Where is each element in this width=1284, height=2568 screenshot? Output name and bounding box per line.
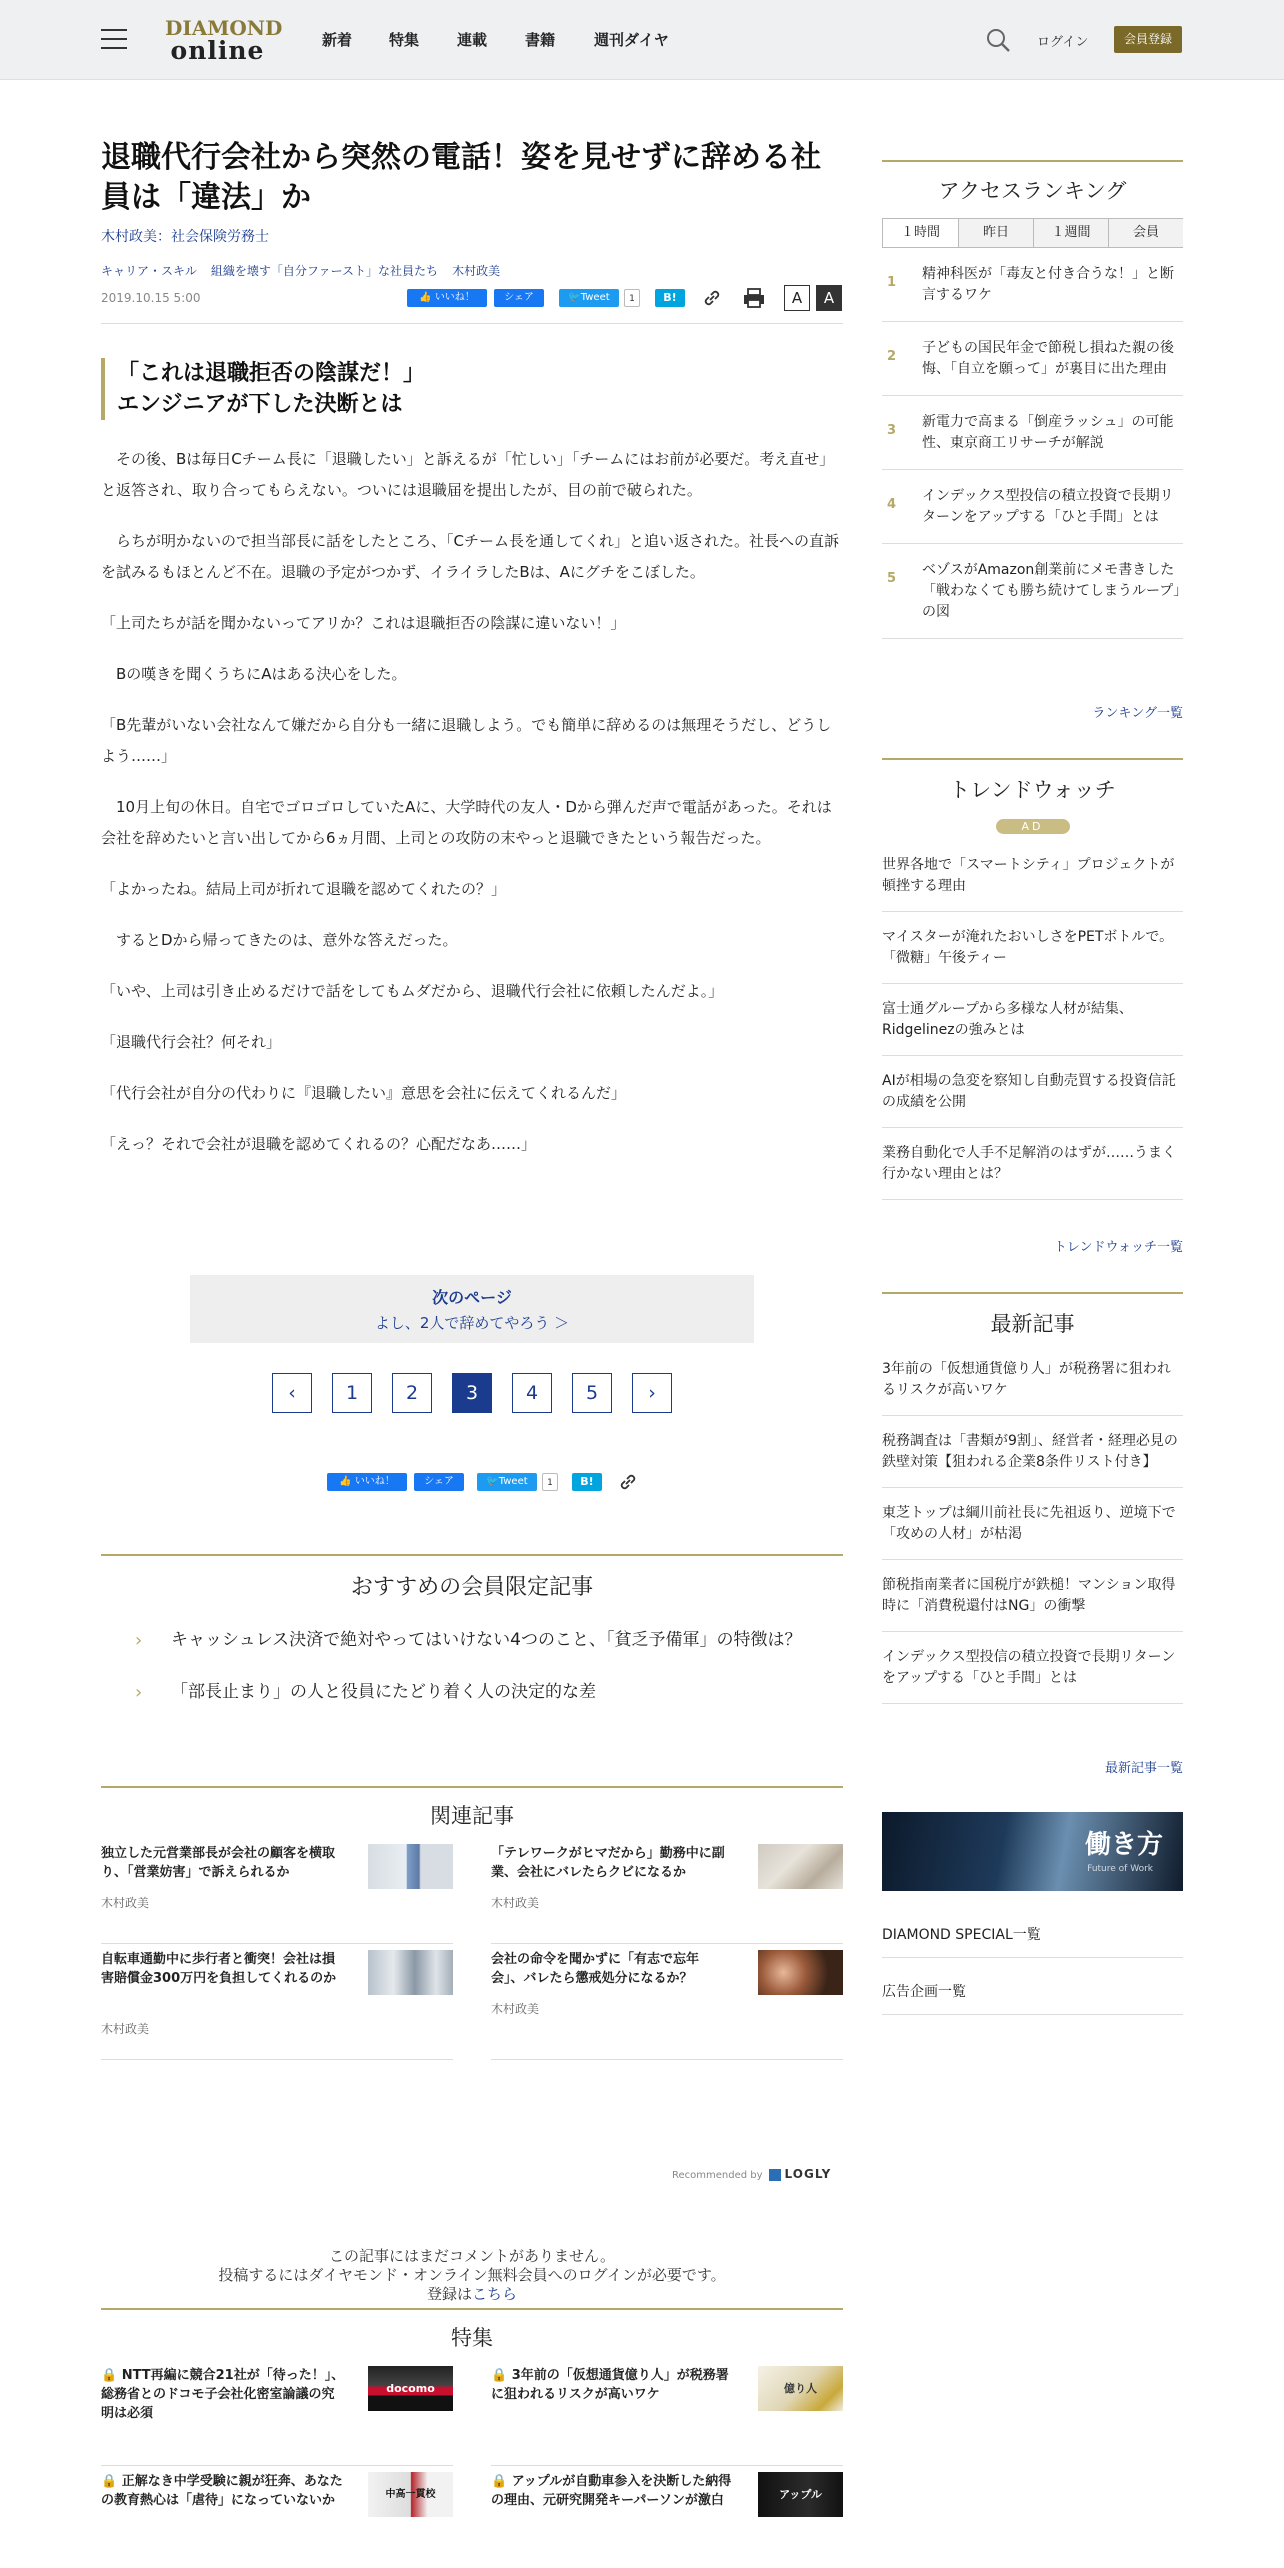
related-card[interactable] [491,1844,843,1944]
page-4[interactable]: 4 [512,1373,552,1413]
comment-notice [101,2247,843,2304]
related-card-title: 独立した元営業部長が会社の顧客を横取り、「営業妨害」で訴えられるか [101,1846,336,1880]
nav-item-feature[interactable]: 特集 [389,31,420,49]
feature-card[interactable] [101,2472,453,2568]
related-card[interactable] [101,1844,453,1944]
ad-badge: AD [996,819,1070,834]
prev-page-chevron-icon[interactable]: ‹ [272,1373,312,1413]
lock-icon: 🔒 [491,2474,512,2489]
chevron-right-icon: › [135,1682,143,1703]
hamburger-menu-icon[interactable] [101,29,127,49]
font-size-large-button[interactable]: A [816,285,842,311]
paragraph: その後、Bは毎日Cチーム長に「退職したい」と訴えるが「忙しい」「チームにはお前が必要だ。考え直せ」と返答され、取り合ってもらえない。ついには退職届を提出したが、目の前で破られた。 [101,450,835,499]
tab-member[interactable]: 会員 [1108,219,1183,247]
next-page-box[interactable] [190,1275,754,1343]
fb-like-label: いいね！ [354,1476,395,1487]
next-page-label: 次のページ [432,1288,512,1307]
header-divider [101,323,843,324]
twitter-bird-icon: 🐦 [486,1476,499,1487]
latest-item[interactable]: インデックス型投信の積立投資で長期リターンをアップする「ひと手間」とは [882,1632,1183,1704]
font-size-small-button[interactable]: A [784,285,810,311]
feature-thumb-label: docomo [386,2382,435,2395]
related-card-title: 会社の命令を聞かずに「有志で忘年会」、バレたら懲戒処分になるか？ [491,1952,700,1986]
related-card-thumbnail [368,1950,453,1995]
feature-thumb-label: アップル [779,2488,822,2501]
fb-share-button[interactable]: シェア [494,289,544,307]
hatena-bookmark-button[interactable]: B! [572,1473,602,1491]
feature-card-thumbnail [758,2366,843,2411]
trend-item[interactable]: マイスターが淹れたおいしさをPETボトルで。「微糖」午後ティー [882,912,1183,984]
ranking-item[interactable] [882,544,1183,639]
ad-project-link[interactable]: 広告企画一覧 [882,1967,1183,2015]
article-tags [101,262,514,279]
related-card-title: 「テレワークがヒマだから」勤務中に副業、会社にバレたらクビになるか [491,1846,725,1880]
related-card-thumbnail [758,1950,843,1995]
trend-title: トレンドウォッチ [949,778,1116,802]
register-button[interactable]: 会員登録 [1114,26,1182,53]
chevron-right-icon: › [135,1630,143,1651]
subhead-line1: 「これは退職拒否の陰謀だ！」 [117,361,426,386]
paragraph: 「B先輩がいない会社なんて嫌だから自分も一緒に退職しよう。でも簡単に辞めるのは無理そうだし、どうしよう……」 [101,716,832,765]
feature-card[interactable] [101,2366,453,2466]
nav-item-series[interactable]: 連載 [457,31,488,49]
feature-card-thumbnail [758,2472,843,2517]
recommended-item[interactable] [101,1679,843,1706]
diamond-special-link[interactable]: DIAMOND SPECIAL一覧 [882,1910,1183,1958]
thumb-up-icon: 👍 [419,292,435,303]
feature-section [101,2308,843,2508]
hatena-bookmark-button[interactable]: B! [655,289,685,307]
logly-label: Recommended by [672,2170,763,2181]
trend-list [882,840,1183,1200]
page-1[interactable]: 1 [332,1373,372,1413]
paragraph: 「よかったね。結局上司が折れて退職を認めてくれたの？」 [101,880,507,898]
logly-logo-icon [769,2169,781,2181]
site-logo[interactable] [165,16,283,65]
logo-line2: online [170,36,265,65]
rank-number: 4 [887,497,897,512]
banner-title: 働き方 [1084,1830,1163,1860]
article-author[interactable]: 木村政美：社会保険労務士 [101,229,269,245]
ranking-list [882,248,1183,639]
latest-item[interactable]: 東芝トップは綱川前社長に先祖返り、逆境下で「攻めの人材」が枯渇 [882,1488,1183,1560]
next-page-subtitle: よし、2人で辞めてやろう ＞ [374,1314,570,1332]
logo-line1: DIAMOND [165,16,283,40]
tag-link[interactable]: キャリア・スキル [101,264,197,278]
latest-item[interactable]: 税務調査は「書類が9割」、経営者・経理必見の鉄壁対策【狙われる企業8条件リスト付き】 [882,1416,1183,1488]
feature-thumb-label: 中高一貫校 [385,2489,436,2500]
search-icon[interactable] [985,27,1011,53]
page-3-current: 3 [452,1373,492,1413]
feature-title: 特集 [451,2326,493,2350]
paragraph: 「えっ？それで会社が退職を認めてくれるの？心配だなあ……」 [101,1135,537,1153]
comment-line3: 登録は [426,2285,472,2303]
page-2[interactable]: 2 [392,1373,432,1413]
related-title: 関連記事 [430,1804,514,1828]
paragraph: するとDから帰ってきたのは、意外な答えだった。 [101,931,458,949]
rank-title: インデックス型投信の積立投資で長期リターンをアップする「ひと手間」とは [922,488,1174,525]
paragraph: 「いや、上司は引き止めるだけで話をしてもムダだから、退職代行会社に依頼したんだよ。」 [101,982,724,1000]
feature-card-thumbnail [368,2472,453,2517]
nav-item-new[interactable]: 新着 [322,31,353,49]
comment-line1: この記事にはまだコメントがありません。 [329,2247,615,2265]
fb-like-label: いいね！ [434,292,475,303]
work-style-banner[interactable] [882,1812,1183,1891]
paragraph: らちが明かないので担当部長に話をしたところ、「Cチーム長を通してくれ」と追い返された。社長への直訴を試みるもほとんど不在。退職の予定がつかず、イライラしたBは、Aにグチをこぼした。 [101,532,839,581]
related-card-thumbnail [368,1844,453,1889]
latest-more-link[interactable]: 最新記事一覧 [1104,1761,1183,1776]
feature-card-title: NTT再編に競合21社が「待った！」、総務省とのドコモ子会社化密室論議の究明は必須 [101,2368,345,2421]
tag-link[interactable]: 組織を壊す「自分ファースト」な社員たち [210,264,439,278]
fb-like-button[interactable] [407,289,487,307]
tweet-count: 1 [542,1473,558,1491]
related-card-title: 自転車通勤中に歩行者と衝突！会社は損害賠償金300万円を負担してくれるのか [101,1952,337,1986]
rank-number: 1 [887,275,897,290]
link-icon[interactable] [617,1471,639,1493]
article-body [101,444,843,1180]
latest-divider [882,1292,1183,1294]
paragraph: 「代行会社が自分の代わりに『退職したい』意思を会社に伝えてくれるんだ」 [101,1084,627,1102]
trend-divider [882,758,1183,760]
paragraph: 10月上旬の休日。自宅でゴロゴロしていたAに、大学時代の友人・Dから弾んだ声で電話があった。それは会社を辞めたいと言い出してから6ヵ月間、上司との攻防の末やっと退職できたという報告だった。 [101,798,832,847]
tab-1hour[interactable]: １時間 [883,219,958,247]
ranking-title: アクセスランキング [938,179,1127,203]
latest-item[interactable]: 節税指南業者に国税庁が鉄槌！マンション取得時に「消費税還付はNG」の衝撃 [882,1560,1183,1632]
lock-icon: 🔒 [101,2474,122,2489]
feature-thumb-label: 億り人 [784,2382,817,2395]
rank-number: 2 [887,349,897,364]
rank-title: 子どもの国民年金で節税し損ねた親の後悔、「自立を願って」が裏目に出た理由 [922,340,1174,377]
ranking-item[interactable] [882,470,1183,544]
ranking-divider [882,160,1183,162]
tab-yesterday[interactable]: 昨日 [958,219,1033,247]
lock-icon: 🔒 [101,2368,122,2383]
comment-line2: 投稿するにはダイヤモンド・オンライン無料会員へのログインが必要です。 [218,2266,726,2284]
ranking-more-link[interactable]: ランキング一覧 [1092,706,1183,721]
thumb-up-icon: 👍 [339,1476,355,1487]
ranking-item[interactable] [882,396,1183,470]
rank-title: 新電力で高まる「倒産ラッシュ」の可能性、東京商工リサーチが解説 [922,414,1174,451]
link-icon[interactable] [701,287,723,309]
feature-card-title: 正解なき中学受験に親が狂奔、あなたの教育熱心は「虐待」になっていないか [101,2474,343,2508]
twitter-bird-icon: 🐦 [568,292,581,303]
tab-1week[interactable]: １週間 [1033,219,1108,247]
related-card-author: 木村政美 [491,2002,540,2016]
tag-link[interactable]: 木村政美 [452,264,501,278]
trend-item[interactable]: 世界各地で「スマートシティ」プロジェクトが頓挫する理由 [882,840,1183,912]
feature-card-title: 3年前の「仮想通貨億り人」が税務署に狙われるリスクが高いワケ [491,2368,729,2402]
latest-list [882,1344,1183,1704]
rank-title: 精神科医が「毒友と付き合うな！」と断言するワケ [922,266,1174,303]
nav-item-weekly[interactable]: 週刊ダイヤ [594,31,669,49]
paragraph: 「上司たちが話を聞かないってアリか？これは退職拒否の陰謀に違いない！」 [101,614,626,632]
related-card-author: 木村政美 [101,1896,150,1910]
recommended-item[interactable] [101,1627,843,1654]
article-subhead [101,358,843,420]
nav-item-books[interactable]: 書籍 [525,31,556,49]
feature-card-title: アップルが自動車参入を決断した納得の理由、元研究開発キーパーソンが激白 [491,2474,732,2508]
ranking-item[interactable] [882,322,1183,396]
fb-like-button[interactable] [327,1473,407,1491]
related-card[interactable] [101,1950,453,2060]
article-title: 退職代行会社から突然の電話！姿を見せずに辞める社員は「違法」か [101,140,821,215]
lock-icon: 🔒 [491,2368,512,2383]
fb-share-button[interactable]: シェア [414,1473,464,1491]
recommended-title: おすすめの会員限定記事 [350,1575,594,1600]
recommended-item-title: 「部長止まり」の人と役員にたどり着く人の決定的な差 [171,1682,596,1702]
related-card-thumbnail [758,1844,843,1889]
article-date: 2019.10.15 5:00 [101,291,201,305]
paragraph: Bの嘆きを聞くうちにAはある決心をした。 [101,665,407,683]
logly-credit [672,2167,831,2181]
site-header [0,0,1284,80]
feature-card-thumbnail [368,2366,453,2411]
rank-number: 3 [887,423,897,438]
tweet-label: Tweet [580,292,610,303]
latest-item[interactable]: 3年前の「仮想通貨億り人」が税務署に狙われるリスクが高いワケ [882,1344,1183,1416]
tweet-label: Tweet [498,1476,528,1487]
rank-number: 5 [887,571,897,586]
logly-brand: LOGLY [784,2167,832,2181]
tweet-count: 1 [624,289,640,307]
trend-item[interactable]: 業務自動化で人手不足解消のはずが……うまく行かない理由とは？ [882,1128,1183,1200]
trend-item[interactable]: AIが相場の急変を察知し自動売買する投資信託の成績を公開 [882,1056,1183,1128]
login-link[interactable]: ログイン [1037,35,1089,50]
recommended-section [101,1554,843,1706]
print-icon[interactable] [742,286,766,310]
tweet-button[interactable] [559,289,619,307]
related-card-author: 木村政美 [491,1896,540,1910]
feature-card[interactable] [491,2472,843,2568]
banner-subtitle: Future of Work [1087,1864,1153,1874]
feature-card[interactable] [491,2366,843,2466]
ranking-item[interactable] [882,248,1183,322]
trend-more-link[interactable]: トレンドウォッチ一覧 [1053,1240,1183,1255]
recommended-item-title: キャッシュレス決済で絶対やってはいけない4つのこと、「貧乏予備軍」の特徴は？ [171,1630,802,1650]
paragraph: 「退職代行会社？何それ」 [101,1033,282,1051]
register-here-link[interactable]: こちら [472,2285,518,2303]
related-section [101,1786,843,2036]
ranking-tabs [882,218,1183,248]
subhead-line2: エンジニアが下した決断とは [117,392,403,417]
rank-title: ベゾスがAmazon創業前にメモ書きした「戦わなくても勝ち続けてしまうループ」の図 [922,562,1181,620]
latest-title: 最新記事 [990,1312,1075,1336]
related-card-author: 木村政美 [101,2022,150,2036]
related-card[interactable] [491,1950,843,2060]
tweet-button[interactable] [477,1473,537,1491]
trend-item[interactable]: 富士通グループから多様な人材が結集、Ridgelinezの強みとは [882,984,1183,1056]
page-5[interactable]: 5 [572,1373,612,1413]
next-page-chevron-icon[interactable]: › [632,1373,672,1413]
